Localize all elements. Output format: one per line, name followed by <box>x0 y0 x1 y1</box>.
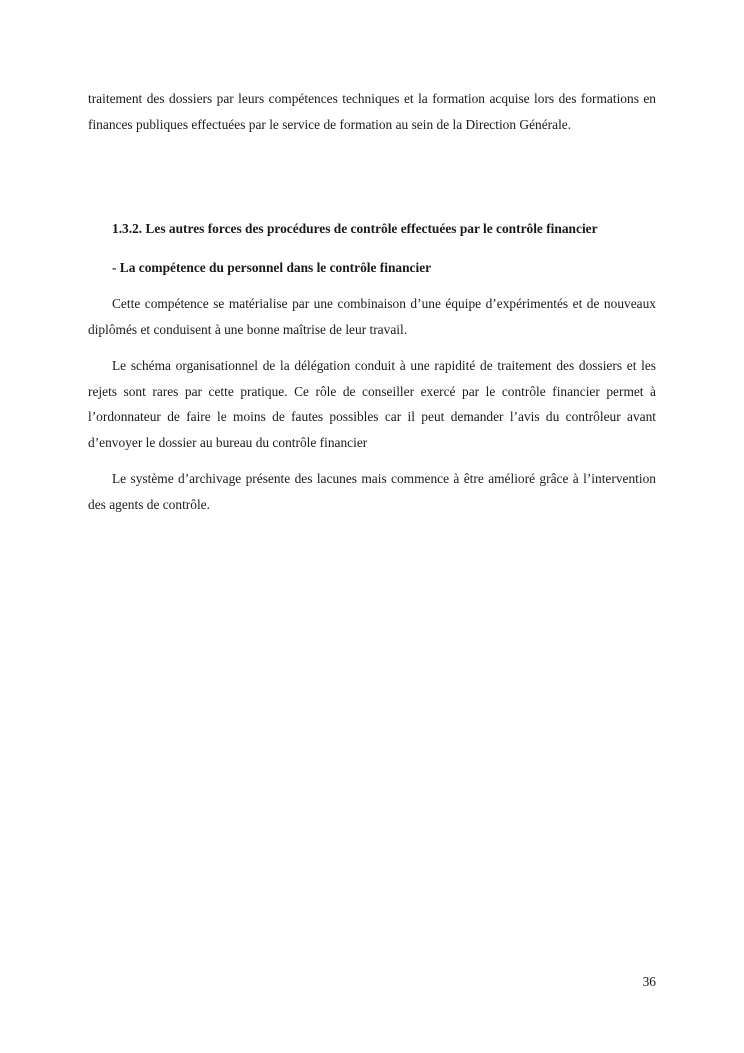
subheading: - La compétence du personnel dans le contrôle financier <box>112 259 432 275</box>
body-paragraph: Le schéma organisationnel de la délégation conduit à une rapidité de traitement des dossiers et les rejets sont rares par cette pratique. Ce rôle de conseiller exercé par le contrôle financier permet à l’ordonnateur de faire le moins de fautes possibles car il peut demander l’avis du contrôleur avant d’envoyer le dossier au bureau du contrôle financier <box>88 358 656 450</box>
page-number: 36 <box>642 974 656 989</box>
intro-paragraph: traitement des dossiers par leurs compétences techniques et la formation acquise lors des formations en finances publiques effectuées par le service de formation au sein de la Direction Générale. <box>88 91 656 132</box>
body-paragraph: Le système d’archivage présente des lacunes mais commence à être amélioré grâce à l’intervention des agents de contrôle. <box>88 471 656 512</box>
section-heading: 1.3.2. Les autres forces des procédures de contrôle effectuées par le contrôle financier <box>112 221 598 236</box>
document-page <box>88 86 656 517</box>
body-paragraph: Cette compétence se matérialise par une combinaison d’une équipe d’expérimentés et de nouveaux diplômés et conduisent à une bonne maîtrise de leur travail. <box>88 296 656 337</box>
